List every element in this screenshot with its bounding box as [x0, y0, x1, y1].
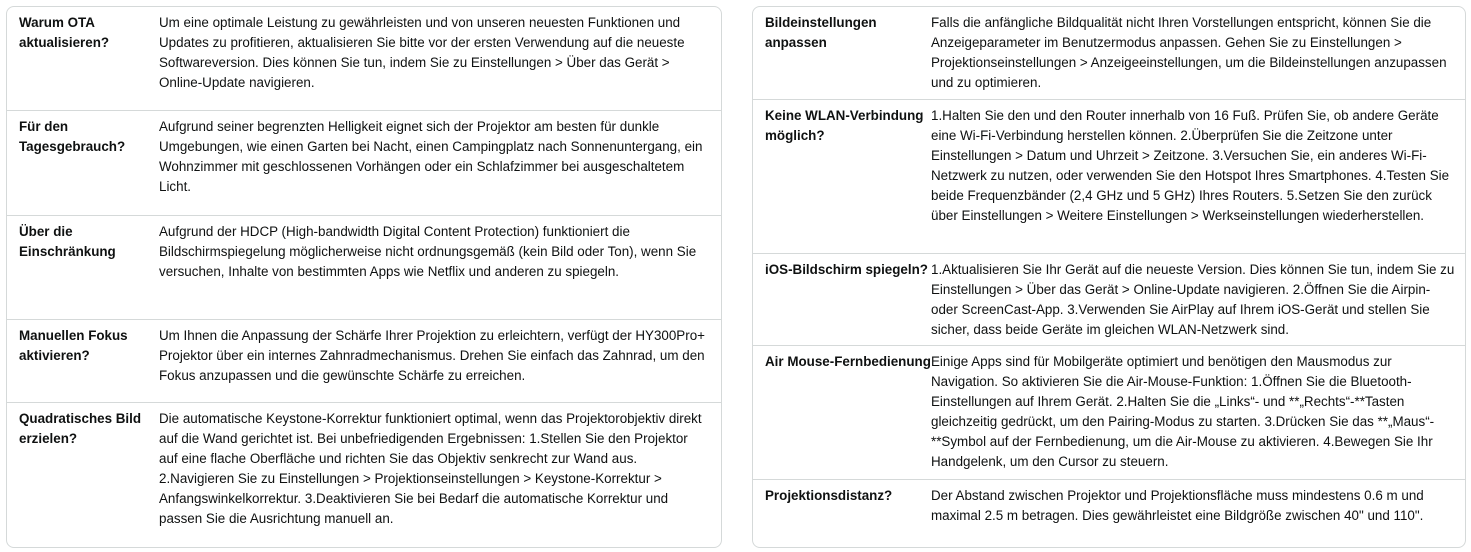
- faq-question: Bildeinstellungen anpassen: [765, 15, 877, 50]
- faq-question: Warum OTA aktualisieren?: [19, 15, 110, 50]
- faq-question: iOS-Bildschirm spiegeln?: [765, 262, 928, 277]
- faq-row-projection-distance: [753, 480, 1465, 547]
- faq-row-ios-mirroring: [753, 254, 1465, 346]
- faq-panel-left: [6, 6, 722, 548]
- faq-row-ota-update: [7, 7, 721, 111]
- faq-question: Air Mouse-Fernbedienung: [765, 354, 931, 369]
- faq-question: Für den Tagesgebrauch?: [19, 119, 126, 154]
- faq-question: Quadratisches Bild erzielen?: [19, 411, 142, 446]
- faq-question: Keine WLAN-Verbindung möglich?: [765, 108, 924, 143]
- faq-question: Manuellen Fokus aktivieren?: [19, 328, 128, 363]
- faq-row-image-settings: [753, 7, 1465, 100]
- faq-answer: Der Abstand zwischen Projektor und Projektionsfläche muss mindestens 0.6 m und maximal 2.5 m betragen. Dies gewährleistet eine Bildgröße zwischen 40" und 110".: [931, 488, 1424, 523]
- faq-row-square-image: [7, 403, 721, 547]
- faq-answer: Aufgrund seiner begrenzten Helligkeit eignet sich der Projektor am besten für dunkle Umgebungen, wie einen Garten bei Nacht, einen Campingplatz nach Sonnenuntergang, ein Wohnzimmer mit geschlossenen Vorhängen oder ein Schlafzimmer bei ausgeschaltetem Licht.: [159, 119, 703, 194]
- faq-row-manual-focus: [7, 320, 721, 403]
- faq-row-limitation: [7, 216, 721, 320]
- faq-answer: Falls die anfängliche Bildqualität nicht Ihren Vorstellungen entspricht, können Sie die Anzeigeparameter im Benutzermodus anpassen. Gehen Sie zu Einstellungen > Projektionseinstellungen > Anzeigeeinstellungen, um die Bildeinstellungen anzupassen und zu optimieren.: [931, 15, 1447, 90]
- faq-answer: Um Ihnen die Anpassung der Schärfe Ihrer Projektion zu erleichtern, verfügt der HY300Pro+ Projektor über ein internes Zahnradmechanismus. Drehen Sie einfach das Zahnrad, um den Fokus anzupassen und die gewünschte Schärfe zu erreichen.: [159, 328, 705, 383]
- faq-question: Über die Einschränkung: [19, 224, 116, 259]
- faq-row-daily-use: [7, 111, 721, 216]
- faq-answer: 1.Halten Sie den und den Router innerhalb von 16 Fuß. Prüfen Sie, ob andere Geräte eine Wi-Fi-Verbindung herstellen können. 2.Überprüfen Sie die Zeitzone unter Einstellungen > Datum und Uhrzeit > Zeitzone. 3.Versuchen Sie, ein anderes Wi-Fi-Netzwerk zu nutzen, oder verwenden Sie den Hotspot Ihres Smartphones. 4.Testen Sie beide Frequenzbänder (2,4 GHz und 5 GHz) Ihres Routers. 5.Setzen Sie den zurück über Einstellungen > Weitere Einstellungen > Werkseinstellungen wiederherstellen.: [931, 108, 1450, 223]
- faq-answer: Um eine optimale Leistung zu gewährleisten und von unseren neuesten Funktionen und Updates zu profitieren, aktualisieren Sie bitte vor der ersten Verwendung auf die neueste Softwareversion. Dies können Sie tun, indem Sie zu Einstellungen > Über das Gerät > Online-Update navigieren.: [159, 15, 685, 90]
- faq-question: Projektionsdistanz?: [765, 488, 893, 503]
- faq-panel-right: [752, 6, 1466, 548]
- faq-answer: Die automatische Keystone-Korrektur funktioniert optimal, wenn das Projektorobjektiv direkt auf die Wand gerichtet ist. Bei unbefriedigenden Ergebnissen: 1.Stellen Sie den Projektor auf eine flache Oberfläche und richten Sie das Objektiv senkrecht zur Wand aus. 2.Navigieren Sie zu Einstellungen > Projektionseinstellungen > Keystone-Korrektur > Anfangswinkelkorrektur. 3.Deaktivieren Sie bei Bedarf die automatische Korrektur und passen Sie die Ausrichtung manuell an.: [159, 411, 702, 526]
- faq-answer: Einige Apps sind für Mobilgeräte optimiert und benötigen den Mausmodus zur Navigation. So aktivieren Sie die Air-Mouse-Funktion: 1.Öffnen Sie die Bluetooth-Einstellungen auf Ihrem Gerät. 2.Halten Sie die „Links“- und **„Rechts“-**Tasten gleichzeitig gedrückt, um den Pairing-Modus zu starten. 3.Drücken Sie das **„Maus“-**Symbol auf der Fernbedienung, um die Air-Mouse zu aktivieren. 4.Bewegen Sie Ihr Handgelenk, um den Cursor zu steuern.: [931, 354, 1435, 469]
- faq-row-air-mouse: [753, 346, 1465, 480]
- faq-answer: 1.Aktualisieren Sie Ihr Gerät auf die neueste Version. Dies können Sie tun, indem Sie zu Einstellungen > Über das Gerät > Online-Update navigieren. 2.Öffnen Sie die Airpin- oder ScreenCast-App. 3.Verwenden Sie AirPlay auf Ihrem iOS-Gerät und stellen Sie sicher, dass beide Geräte im gleichen WLAN-Netzwerk sind.: [931, 262, 1455, 337]
- faq-answer: Aufgrund der HDCP (High-bandwidth Digital Content Protection) funktioniert die Bildschirmspiegelung möglicherweise nicht ordnungsgemäß (kein Bild oder Ton), wenn Sie versuchen, Inhalte von bestimmten Apps wie Netflix und anderen zu spiegeln.: [159, 224, 697, 279]
- faq-row-wifi-connection: [753, 100, 1465, 254]
